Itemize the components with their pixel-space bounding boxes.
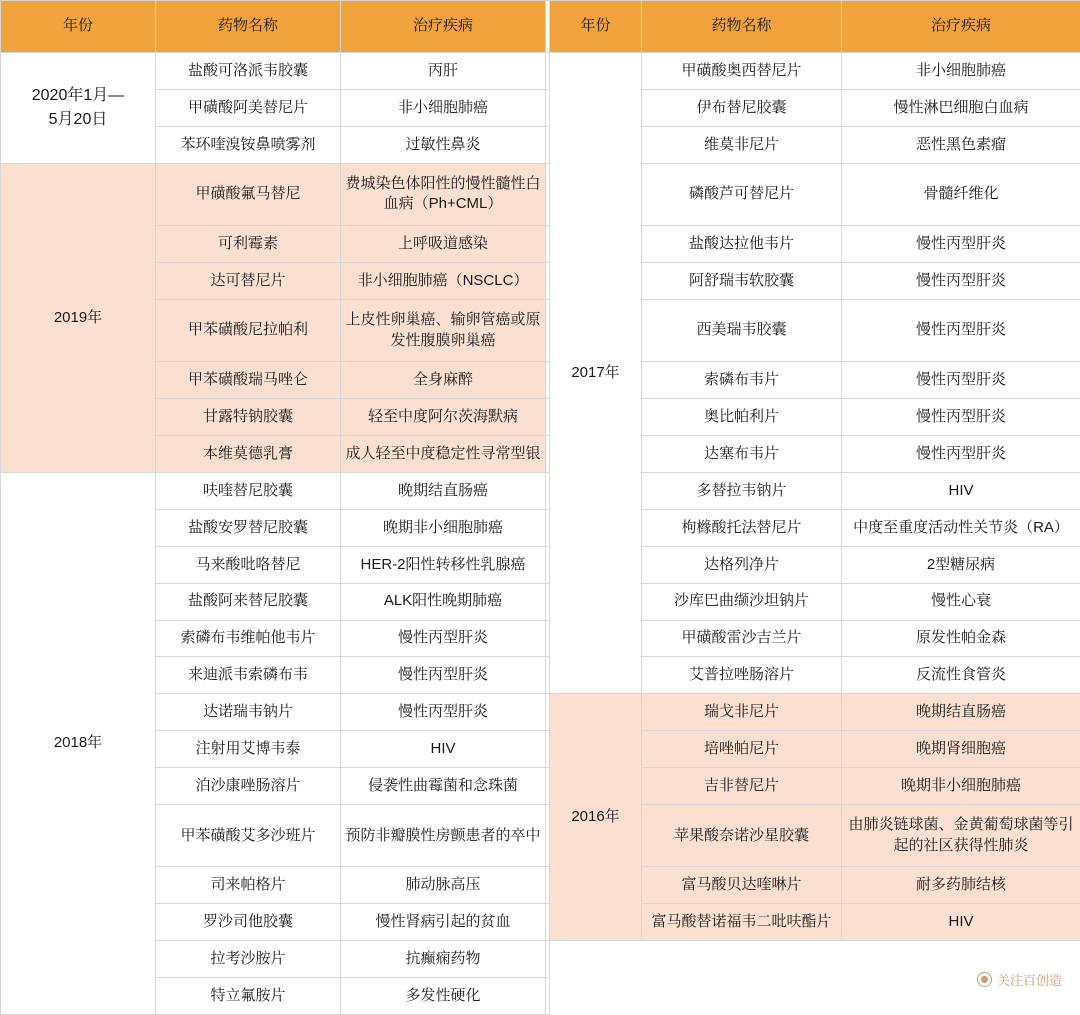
drug-name-cell: 泊沙康唑肠溶片: [156, 768, 341, 805]
disease-cell: 慢性丙型肝炎: [842, 362, 1080, 399]
table-row: [1, 941, 1080, 978]
drug-name-cell: 司来帕格片: [156, 867, 341, 904]
disease-cell: 反流性食管炎: [842, 657, 1080, 694]
drug-name-cell: 甲苯磺酸瑞马唑仑: [156, 362, 341, 399]
drug-name-cell: 艾普拉唑肠溶片: [642, 657, 842, 694]
drug-name-cell: 盐酸可洛派韦胶囊: [156, 53, 341, 90]
drug-name-cell: 苯环喹溴铵鼻喷雾剂: [156, 126, 341, 163]
drug-name-cell: 拉考沙胺片: [156, 941, 341, 978]
table-row: [1, 768, 1080, 805]
drug-name-cell: 甲磺酸氟马替尼: [156, 163, 341, 225]
drug-name-cell: 盐酸安罗替尼胶囊: [156, 509, 341, 546]
disease-cell: 慢性肾病引起的贫血: [341, 904, 546, 941]
disease-cell: 中度至重度活动性关节炎（RA）: [842, 509, 1080, 546]
table-row: [1, 867, 1080, 904]
table-row: [1, 399, 1080, 436]
drug-name-cell: 富马酸贝达喹啉片: [642, 867, 842, 904]
drug-name-cell: 苹果酸奈诺沙星胶囊: [642, 804, 842, 866]
table-row: [1, 657, 1080, 694]
drug-name-cell: 磷酸芦可替尼片: [642, 163, 842, 225]
disease-cell: 抗癫痫药物: [341, 941, 546, 978]
disease-cell: 慢性丙型肝炎: [842, 226, 1080, 263]
disease-cell: 由肺炎链球菌、金黄葡萄球菌等引起的社区获得性肺炎: [842, 804, 1080, 866]
panel-gap: [546, 299, 550, 361]
table-row: [1, 546, 1080, 583]
disease-cell: 慢性心衰: [842, 583, 1080, 620]
drug-name-cell: 沙库巴曲缬沙坦钠片: [642, 583, 842, 620]
drug-name-cell: 多替拉韦钠片: [642, 472, 842, 509]
table-row: [1, 53, 1080, 90]
drug-name-cell: 阿舒瑞韦软胶囊: [642, 262, 842, 299]
drug-name-cell: 盐酸阿来替尼胶囊: [156, 583, 341, 620]
disease-cell: 非小细胞肺癌: [341, 89, 546, 126]
table-row: [1, 509, 1080, 546]
drug-name-cell: 甲苯磺酸尼拉帕利: [156, 299, 341, 361]
panel-gap: [546, 731, 550, 768]
drug-name-cell: 吉非替尼片: [642, 768, 842, 805]
panel-gap: [546, 89, 550, 126]
drug-name-cell: 马来酸吡咯替尼: [156, 546, 341, 583]
panel-gap: [546, 583, 550, 620]
disease-cell: 过敏性鼻炎: [341, 126, 546, 163]
disease-cell: 多发性硬化: [341, 978, 546, 1015]
panel-gap: [546, 620, 550, 657]
panel-gap: [546, 362, 550, 399]
table-row: [1, 226, 1080, 263]
table-row: [1, 583, 1080, 620]
drug-name-cell: 瑞戈非尼片: [642, 694, 842, 731]
table-row: [1, 262, 1080, 299]
panel-gap: [546, 768, 550, 805]
drug-name-cell: 维莫非尼片: [642, 126, 842, 163]
drug-name-cell: 甲磺酸阿美替尼片: [156, 89, 341, 126]
drug-name-cell: 来迪派韦索磷布韦: [156, 657, 341, 694]
table-row: [1, 904, 1080, 941]
year-cell-left: 2018年: [1, 472, 156, 1014]
drug-name-cell: 本维莫德乳膏: [156, 436, 341, 473]
column-header-right-1: 药物名称: [642, 1, 842, 53]
disease-cell: 非小细胞肺癌: [842, 53, 1080, 90]
disease-cell: ALK阳性晚期肺癌: [341, 583, 546, 620]
drug-name-cell: 伊布替尼胶囊: [642, 89, 842, 126]
disease-cell: HIV: [842, 472, 1080, 509]
panel-gap: [546, 804, 550, 866]
drug-name-cell: 可利霉素: [156, 226, 341, 263]
disease-cell: 2型糖尿病: [842, 546, 1080, 583]
panel-gap: [546, 126, 550, 163]
disease-cell: 费城染色体阳性的慢性髓性白血病（Ph+CML）: [341, 163, 546, 225]
disease-cell: 恶性黑色素瘤: [842, 126, 1080, 163]
panel-gap: [546, 509, 550, 546]
panel-gap: [546, 262, 550, 299]
table-row: [1, 362, 1080, 399]
drug-name-cell: 达塞布韦片: [642, 436, 842, 473]
disease-cell: 肺动脉高压: [341, 867, 546, 904]
table-row: [1, 436, 1080, 473]
disease-cell: 慢性淋巴细胞白血病: [842, 89, 1080, 126]
disease-cell: 晚期肾细胞癌: [842, 731, 1080, 768]
disease-cell: 慢性丙型肝炎: [842, 399, 1080, 436]
disease-cell: 慢性丙型肝炎: [341, 620, 546, 657]
disease-cell: HER-2阳性转移性乳腺癌: [341, 546, 546, 583]
panel-gap: [546, 399, 550, 436]
disease-cell: 晚期结直肠癌: [842, 694, 1080, 731]
column-header-left-1: 药物名称: [156, 1, 341, 53]
empty-cell: [550, 941, 1080, 978]
disease-cell: 原发性帕金森: [842, 620, 1080, 657]
year-cell-left: 2019年: [1, 163, 156, 472]
panel-gap: [546, 472, 550, 509]
disease-cell: 骨髓纤维化: [842, 163, 1080, 225]
disease-cell: 慢性丙型肝炎: [341, 694, 546, 731]
disease-cell: 轻至中度阿尔茨海默病: [341, 399, 546, 436]
disease-cell: HIV: [341, 731, 546, 768]
disease-cell: 非小细胞肺癌（NSCLC）: [341, 262, 546, 299]
panel-gap: [546, 867, 550, 904]
drug-name-cell: 达诺瑞韦钠片: [156, 694, 341, 731]
disease-cell: 丙肝: [341, 53, 546, 90]
panel-gap: [546, 436, 550, 473]
disease-cell: 成人轻至中度稳定性寻常型银: [341, 436, 546, 473]
drug-name-cell: 甲磺酸奥西替尼片: [642, 53, 842, 90]
table-row: [1, 804, 1080, 866]
panel-gap: [546, 904, 550, 941]
year-cell-left: 2020年1月— 5月20日: [1, 53, 156, 164]
table-row: [1, 694, 1080, 731]
table-row: [1, 620, 1080, 657]
drug-name-cell: 达格列净片: [642, 546, 842, 583]
disease-cell: 全身麻醉: [341, 362, 546, 399]
drug-name-cell: 罗沙司他胶囊: [156, 904, 341, 941]
disease-cell: 上呼吸道感染: [341, 226, 546, 263]
disease-cell: 晚期非小细胞肺癌: [341, 509, 546, 546]
column-header-right-2: 治疗疾病: [842, 1, 1080, 53]
drug-name-cell: 枸橼酸托法替尼片: [642, 509, 842, 546]
disease-cell: 慢性丙型肝炎: [842, 299, 1080, 361]
table-row: [1, 89, 1080, 126]
column-header-left-0: 年份: [1, 1, 156, 53]
table-row: [1, 731, 1080, 768]
drug-name-cell: 西美瑞韦胶囊: [642, 299, 842, 361]
drug-name-cell: 富马酸替诺福韦二吡呋酯片: [642, 904, 842, 941]
table-row: [1, 472, 1080, 509]
disease-cell: 侵袭性曲霉菌和念珠菌: [341, 768, 546, 805]
drug-name-cell: 盐酸达拉他韦片: [642, 226, 842, 263]
table-header-row: [1, 1, 1080, 53]
year-cell-right: 2016年: [550, 694, 642, 941]
empty-cell: [550, 978, 1080, 1015]
disease-cell: 晚期非小细胞肺癌: [842, 768, 1080, 805]
watermark-label: 关注百创造: [996, 973, 1062, 988]
disease-cell: 耐多药肺结核: [842, 867, 1080, 904]
disease-cell: 上皮性卵巢癌、输卵管癌或原发性腹膜卵巢癌: [341, 299, 546, 361]
drug-name-cell: 特立氟胺片: [156, 978, 341, 1015]
column-header-right-0: 年份: [550, 1, 642, 53]
disease-cell: 晚期结直肠癌: [341, 472, 546, 509]
drug-name-cell: 索磷布韦片: [642, 362, 842, 399]
drug-name-cell: 甲磺酸雷沙吉兰片: [642, 620, 842, 657]
drug-name-cell: 索磷布韦维帕他韦片: [156, 620, 341, 657]
year-cell-right: 2017年: [550, 53, 642, 694]
panel-gap: [546, 226, 550, 263]
table-row: [1, 126, 1080, 163]
disease-cell: 慢性丙型肝炎: [341, 657, 546, 694]
panel-gap: [546, 546, 550, 583]
disease-cell: HIV: [842, 904, 1080, 941]
disease-cell: 慢性丙型肝炎: [842, 436, 1080, 473]
drug-name-cell: 达可替尼片: [156, 262, 341, 299]
panel-gap: [546, 163, 550, 225]
drug-name-cell: 培唑帕尼片: [642, 731, 842, 768]
table-body: [1, 1, 1080, 1015]
table-row: [1, 299, 1080, 361]
table-row: [1, 163, 1080, 225]
drug-name-cell: 奥比帕利片: [642, 399, 842, 436]
drug-name-cell: 呋喹替尼胶囊: [156, 472, 341, 509]
table-row: [1, 978, 1080, 1015]
disease-cell: 预防非瓣膜性房颤患者的卒中: [341, 804, 546, 866]
disease-cell: 慢性丙型肝炎: [842, 262, 1080, 299]
panel-gap: [546, 657, 550, 694]
drug-name-cell: 甘露特钠胶囊: [156, 399, 341, 436]
drug-name-cell: 甲苯磺酸艾多沙班片: [156, 804, 341, 866]
drug-name-cell: 注射用艾博韦泰: [156, 731, 341, 768]
column-header-left-2: 治疗疾病: [341, 1, 546, 53]
